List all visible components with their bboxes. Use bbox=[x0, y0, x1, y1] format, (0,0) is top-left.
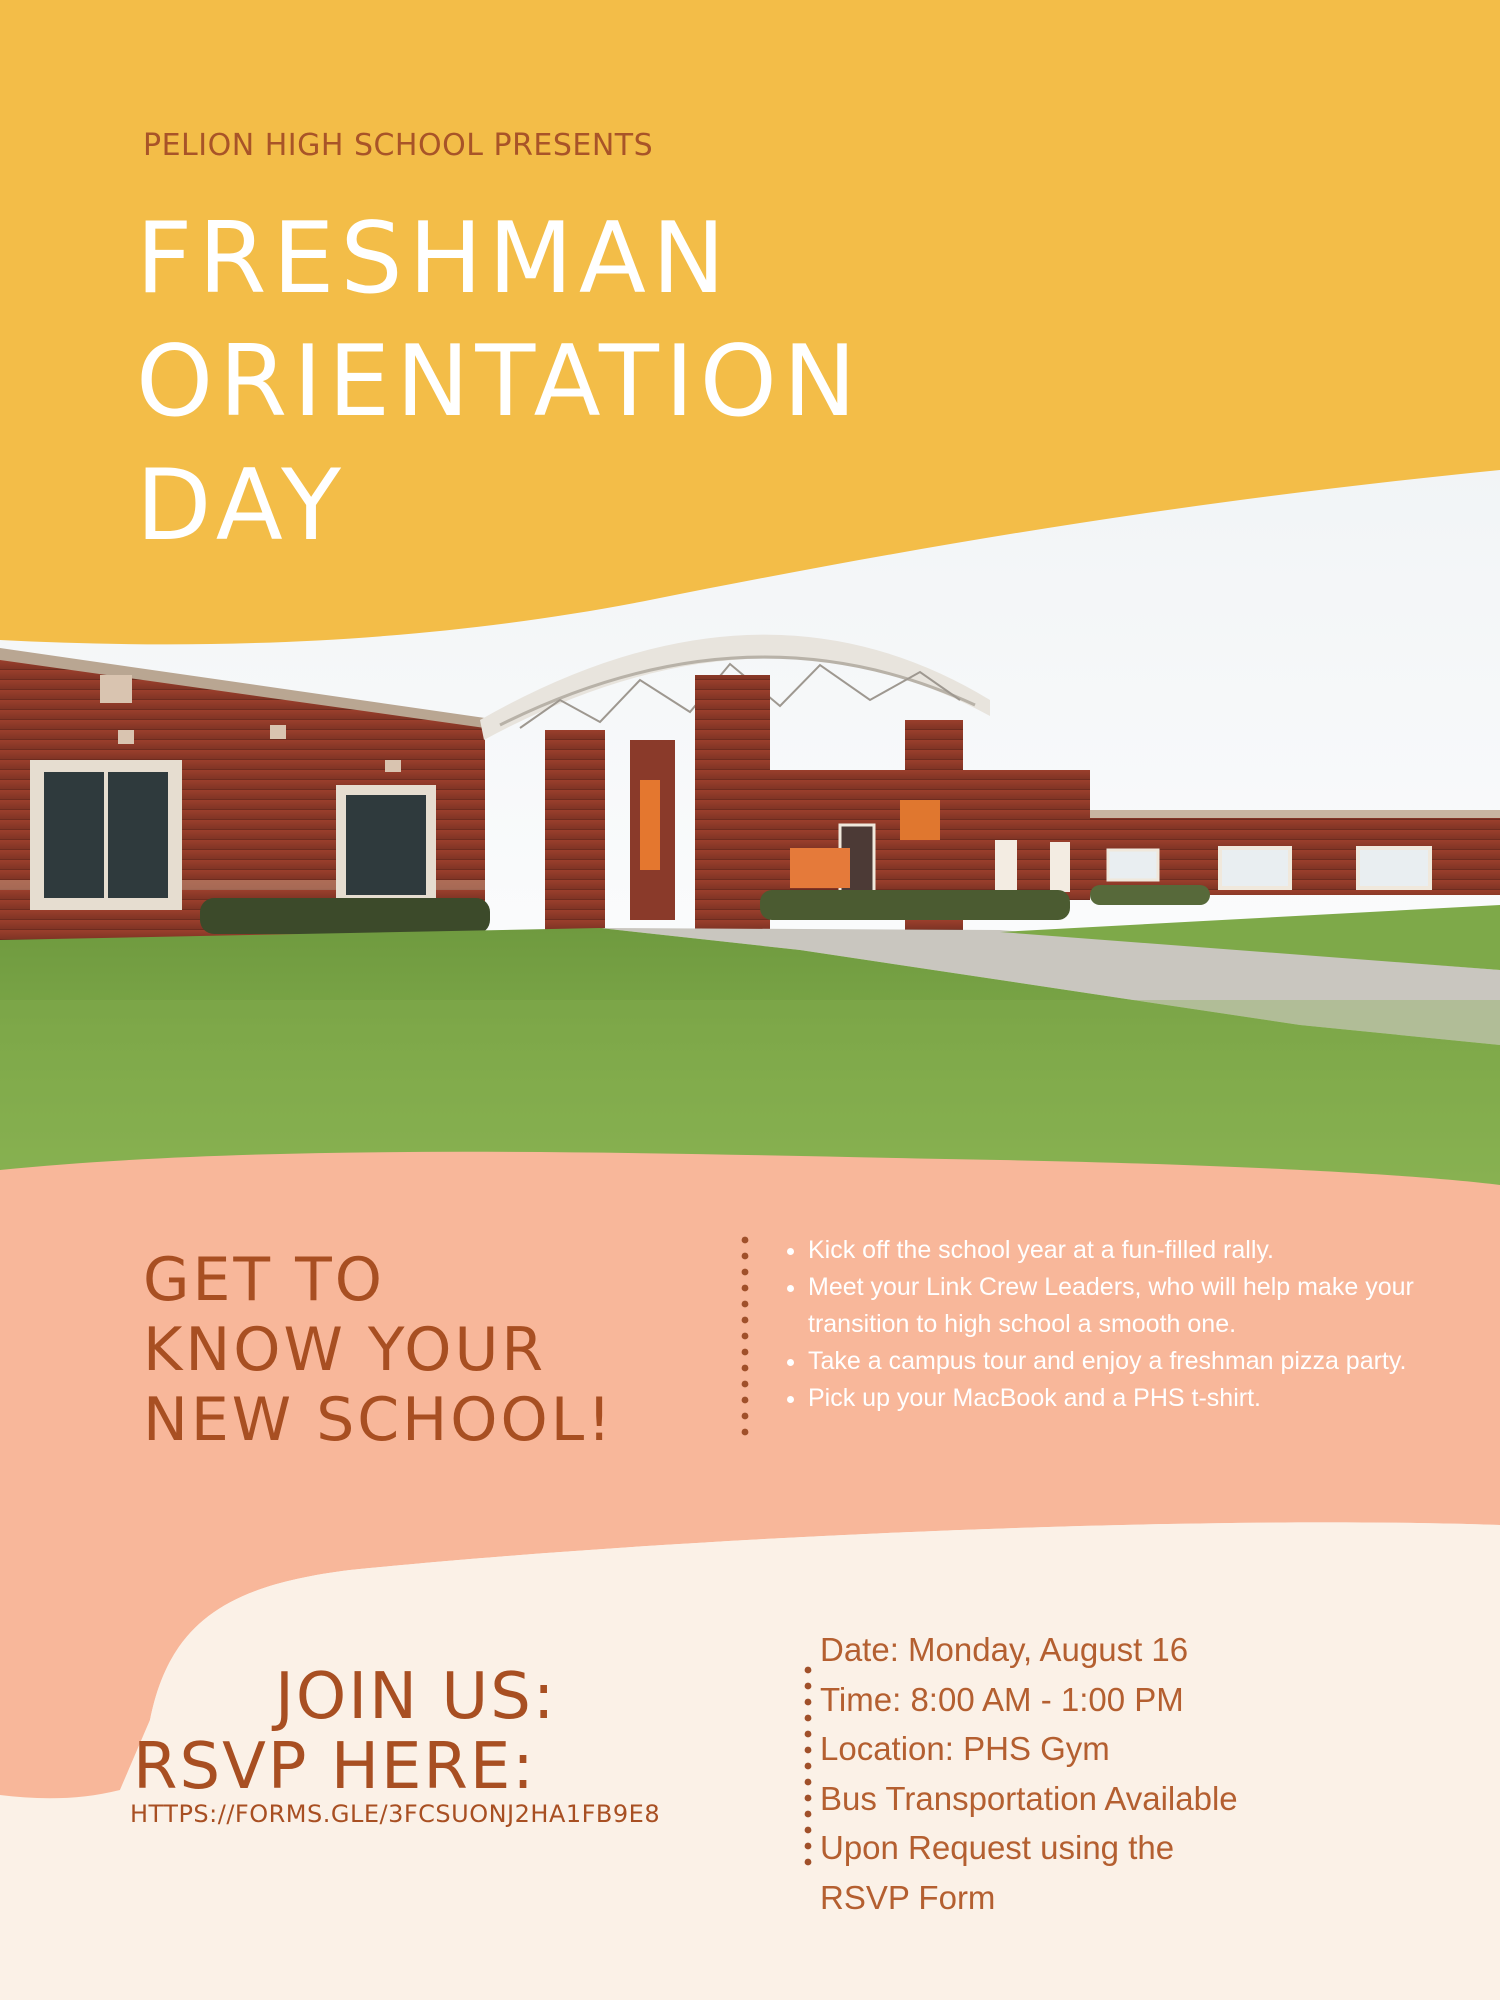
list-item: • Pick up your MacBook and a PHS t-shirt. bbox=[808, 1380, 1498, 1417]
event-location: Location: PHS Gym bbox=[820, 1730, 1110, 1767]
event-time: Time: 8:00 AM - 1:00 PM bbox=[820, 1680, 1184, 1718]
title-line-1: FRESHMAN bbox=[136, 202, 732, 316]
rsvp-link[interactable]: HTTPS://FORMS.GLE/3FCSUONJ2HA1FB9E8 bbox=[130, 1800, 661, 1828]
intro-heading-line-2: KNOW YOUR bbox=[143, 1315, 547, 1385]
join-us-heading: JOIN US: bbox=[275, 1660, 557, 1734]
intro-heading-line-1: GET TO bbox=[143, 1245, 386, 1315]
list-item: • Meet your Link Crew Leaders, who will help make your transition to high school a smooth one. bbox=[808, 1269, 1498, 1343]
rsvp-heading: RSVP HERE: bbox=[133, 1730, 536, 1804]
activity-list bbox=[780, 1232, 1498, 1417]
bus-line-3: RSVP Form bbox=[820, 1878, 996, 1916]
title-line-3: DAY bbox=[136, 449, 348, 563]
event-details bbox=[820, 1625, 1480, 1922]
presents-line: PELION HIGH SCHOOL PRESENTS bbox=[143, 128, 654, 163]
bus-line-1: Bus Transportation Available bbox=[820, 1779, 1238, 1817]
intro-heading-line-3: NEW SCHOOL! bbox=[143, 1385, 615, 1455]
bus-line-2: Upon Request using the bbox=[820, 1829, 1175, 1866]
list-item: • Kick off the school year at a fun-filled rally. bbox=[808, 1232, 1498, 1269]
title-line-2: ORIENTATION bbox=[136, 325, 863, 439]
list-item: • Take a campus tour and enjoy a freshman pizza party. bbox=[808, 1343, 1498, 1380]
event-date: Date: Monday, August 16 bbox=[820, 1631, 1189, 1668]
